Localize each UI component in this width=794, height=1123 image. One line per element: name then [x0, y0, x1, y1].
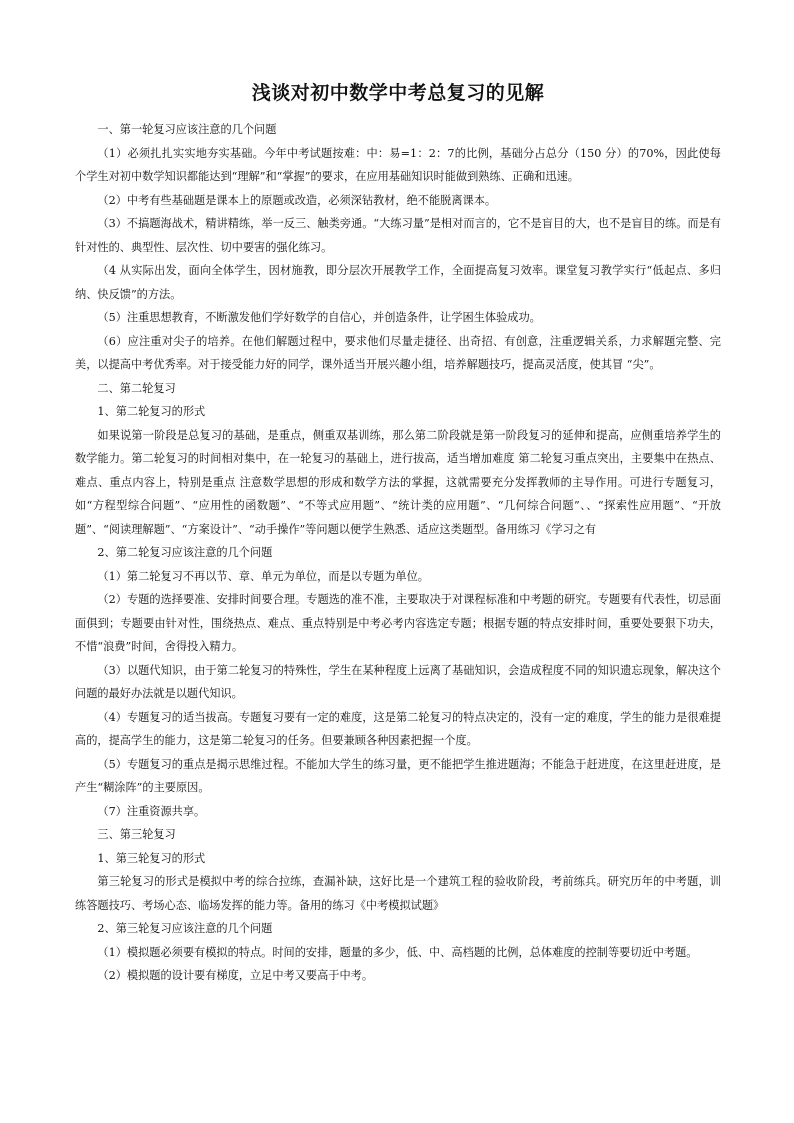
paragraph: （2）中考有些基础题是课本上的原题或改造，必须深钻教材，绝不能脱离课本。 [97, 193, 497, 207]
paragraph: （3）以题代知识，由于第二轮复习的特殊性，学生在某种程度上远离了基础知识，会造成程度不同的知识遗忘现象，解决这个问题的最好办法就是以题代知识。 [75, 663, 721, 700]
paragraph: （6）应注重对尖子的培养。在他们解题过程中，要求他们尽量走捷径、出奇招、有创意，注重逻辑关系，力求解题完整、完美，以提高中考优秀率。对于接受能力好的同学，课外适当开展兴趣小组，培养解题技巧，提高灵活度，使其冒 “尖”。 [75, 334, 721, 371]
paragraph: （7）注重资源共享。 [97, 804, 206, 818]
section-heading: 一、第一轮复习应该注意的几个问题 [97, 123, 277, 136]
section-heading: 三、第三轮复习 [97, 828, 176, 841]
paragraph: （1）模拟题必须要有模拟的特点。时间的安排，题量的多少，低、中、高档题的比例，总体难度的控制等要切近中考题。 [97, 945, 698, 959]
paragraph: 第三轮复习的形式是模拟中考的综合拉练，查漏补缺，这好比是一个建筑工程的验收阶段，考前练兵。研究历年的中考题，训练答题技巧、考场心态、临场发挥的能力等。备用的练习《中考模拟试题》 [75, 875, 721, 912]
paragraph: （4）专题复习的适当拔高。专题复习要有一定的难度，这是第二轮复习的特点决定的，没有一定的难度，学生的能力是很难提高的，提高学生的能力，这是第二轮复习的任务。但要兼顾各种因素把握一个度。 [75, 710, 721, 747]
paragraph: 如果说第一阶段是总复习的基础，是重点，侧重双基训练，那么第二阶段就是第一阶段复习的延伸和提高，应侧重培养学生的数学能力。第二轮复习的时间相对集中，在一轮复习的基础上，进行拔高，适当增加难度 第二轮复习重点突出，主要集中在热点、难点、重点内容上，特别是重点 注意数学思想的形成和数学方法的掌握，这就需要充分发挥教师的主导作用。可进行专题复习，如“方程型综合问题”、“应用性的函数题”、“不等式应用题”、“统计类的应用题”、“几何综合问题”、、“探索性应用题”、“开放题”、“阅读理解题”、“方案设计”、“动手操作”等问题以便学生熟悉、适应这类题型。备用练习《学习之有 [75, 428, 721, 536]
paragraph: （4 从实际出发，面向全体学生，因材施教，即分层次开展教学工作，全面提高复习效率。课堂复习教学实行“低起点、多归纳、快反馈”的方法。 [75, 264, 721, 301]
paragraph: （5）注重思想教育，不断激发他们学好数学的自信心，并创造条件，让学困生体验成功。 [97, 311, 541, 324]
paragraph: （1）必须扎扎实实地夯实基础。今年中考试题按难：中：易=1：2：7的比例，基础分占总分（150 分）的70%，因此使每个学生对初中数学知识都能达到“理解”和“掌握”的要求，在应用基础知识时能做到熟练、正确和迅速。 [75, 146, 721, 183]
document-body [75, 118, 721, 988]
paragraph: （1）第二轮复习不再以节、章、单元为单位，而是以专题为单位。 [97, 569, 429, 583]
section-heading: 2、第二轮复习应该注意的几个问题 [97, 546, 273, 559]
section-heading: 1、第二轮复习的形式 [97, 405, 206, 418]
section-heading: 二、第二轮复习 [97, 381, 176, 395]
document-title: 浅谈对初中数学中考总复习的见解 [251, 82, 545, 104]
paragraph: （2）专题的选择要准、安排时间要合理。专题选的准不准，主要取决于对课程标准和中考题的研究。专题要有代表性，切忌面面俱到；专题要由针对性，围绕热点、难点、重点特别是中考必考内容选定专题；根据专题的特点安排时间，重要处要狠下功夫，不惜“浪费”时间，舍得投入精力。 [75, 593, 721, 653]
section-heading: 2、第三轮复习应该注意的几个问题 [97, 922, 273, 935]
paragraph: （3）不搞题海战术，精讲精练，举一反三、触类旁通。“大练习量”是相对而言的，它不是盲目的大，也不是盲目的练。而是有针对性的、典型性、层次性、切中要害的强化练习。 [75, 217, 721, 254]
paragraph: （5）专题复习的重点是揭示思维过程。不能加大学生的练习量，更不能把学生推进题海；不能急于赶进度，在这里赶进度，是产生“糊涂阵”的主要原因。 [75, 757, 721, 794]
paragraph: （2）模拟题的设计要有梯度，立足中考又要高于中考。 [97, 969, 374, 982]
section-heading: 1、第三轮复习的形式 [97, 851, 206, 865]
document-page [75, 78, 721, 988]
